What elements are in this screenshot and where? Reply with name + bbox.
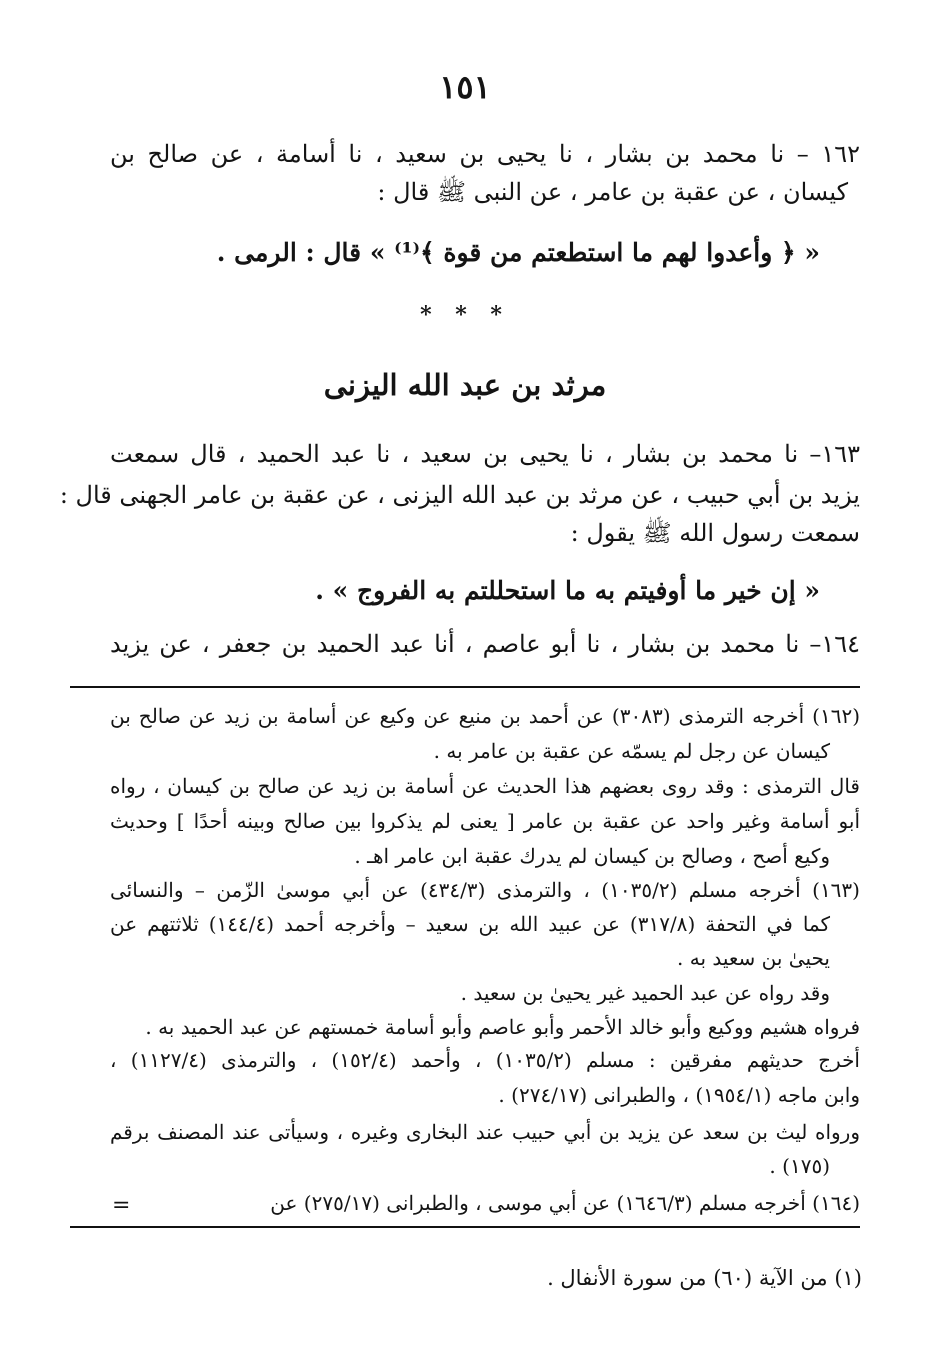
footnote-162-line-1: (١٦٢) أخرجه الترمذى (٣٠٨٣) عن أحمد بن منيع عن وكيع عن أسامة بن زيد عن صالح بن (110, 704, 861, 728)
footnotes-divider (70, 686, 860, 688)
footnote-163-line-8: ورواه ليث بن سعد عن يزيد بن أبي حبيب عند البخارى وغيره ، وسيأتى عند المصنف برقم (110, 1120, 860, 1144)
section-separator: * * * (420, 302, 510, 328)
hadith-162-line-2: كيسان ، عن عقبة بن عامر ، عن النبى ﷺ قال : (377, 178, 848, 206)
footnote-162-line-2: كيسان عن رجل لم يسمّه عن عقبة بن عامر به . (433, 739, 830, 763)
footnote-162-line-3: قال الترمذى : وقد روى بعضهم هذا الحديث عن أسامة بن زيد عن صالح بن كيسان ، رواه (110, 774, 860, 798)
ayah-footnote: (١) من الآية (٦٠) من سورة الأنفال . (547, 1266, 862, 1290)
hadith-163-quote: « إن خير ما أوفيتم به ما استحللتم به الفروج » . (315, 576, 820, 605)
continuation-mark: = (112, 1193, 131, 1218)
hadith-163-line-2: يزيد بن أبي حبيب ، عن مرثد بن عبد الله اليزنى ، عن عقبة بن عامر الجهنى قال : (59, 481, 860, 509)
hadith-163-line-1: ١٦٣– نا محمد بن بشار ، نا يحيى بن سعيد ، نا عبد الحميد ، قال سمعت (110, 440, 860, 468)
footnote-163-line-7: وابن ماجه (١٩٥٤/١) ، والطبرانى (٢٧٤/١٧) . (498, 1083, 860, 1107)
footnote-163-line-9: (١٧٥) . (769, 1154, 830, 1178)
footnote-163-line-4: وقد رواه عن عبد الحميد غير يحيىٰ بن سعيد . (460, 981, 830, 1005)
footnote-163-line-2: كما في التحفة (٣١٧/٨) عن عبيد الله بن سعيد – وأخرجه أحمد (١٤٤/٤) ثلاثتهم عن (110, 912, 831, 936)
footnote-163-line-5: فرواه هشيم ووكيع وأبو خالد الأحمر وأبو عاصم وأبو أسامة خمستهم عن عبد الحميد به . (145, 1015, 860, 1039)
footnote-163-line-6: أخرج حديثهم مفرقين : مسلم (١٠٣٥/٢) ، وأحمد (١٥٢/٤) ، والترمذى (١١٢٧/٤) ، (110, 1048, 860, 1072)
ayah-footnote-divider (70, 1226, 860, 1228)
footnote-162-line-5: وكيع أصح ، وصالح بن كيسان لم يدرك عقبة ابن عامر اهـ . (354, 844, 830, 868)
footnote-162-line-4: أبو أسامة وغير واحد عن عقبة بن عامر [ يعنى لم يذكروا بين صالح وبينه أحدًا ] وحديث (110, 809, 860, 833)
footnote-163-line-1: (١٦٣) أخرجه مسلم (١٠٣٥/٢) ، والترمذى (٤٣٤/٣) عن أبي موسىٰ الزّمن – والنسائى (110, 878, 860, 902)
page-number: ١٥١ (439, 68, 491, 106)
hadith-162-line-1: ١٦٢ – نا محمد بن بشار ، نا يحيى بن سعيد ، نا أسامة ، عن صالح بن (110, 140, 860, 168)
footnote-163-line-3: يحيىٰ بن سعيد به . (677, 946, 830, 970)
hadith-164-line-1: ١٦٤– نا محمد بن بشار ، نا أبو عاصم ، أنا عبد الحميد بن جعفر ، عن يزيد (110, 630, 860, 658)
footnote-164-line-1: (١٦٤) أخرجه مسلم (١٦٤٦/٣) عن أبي موسى ، والطبرانى (٢٧٥/١٧) عن (270, 1191, 860, 1215)
hadith-162-quote: « ﴿ وأعدوا لهم ما استطعتم من قوة ﴾⁽¹⁾ » قال : الرمى . (216, 238, 820, 267)
hadith-163-line-3: سمعت رسول الله ﷺ يقول : (570, 519, 860, 547)
section-heading: مرثد بن عبد الله اليزنى (323, 368, 607, 402)
